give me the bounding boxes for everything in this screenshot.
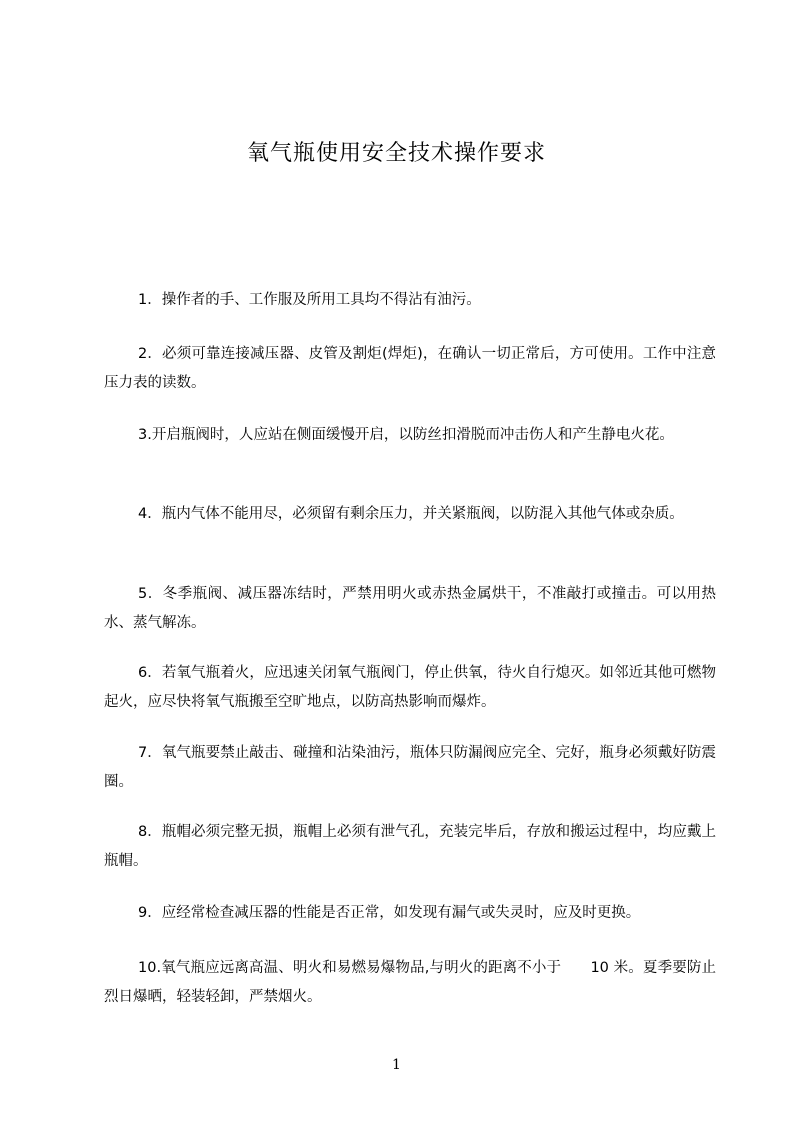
safety-rule-10: 10.氧气瓶应远离高温、明火和易燃易爆物品,与明火的距离不小于 10 米。夏季要防止烈日爆晒，轻装轻卸，严禁烟火。 [104, 960, 716, 1005]
document-title: 氧气瓶使用安全技术操作要求 [246, 141, 546, 166]
safety-rule-7: 7．氧气瓶要禁止敲击、碰撞和沾染油污，瓶体只防漏阀应完全、完好，瓶身必须戴好防震圈。 [104, 745, 716, 790]
safety-rule-5: 5．冬季瓶阀、减压器冻结时，严禁用明火或赤热金属烘干，不准敲打或撞击。可以用热水、蒸气解冻。 [104, 586, 716, 631]
safety-rule-9: 9．应经常检查减压器的性能是否正常，如发现有漏气或失灵时，应及时更换。 [138, 905, 641, 921]
safety-rule-2: 2．必须可靠连接减压器、皮管及割炬(焊炬)，在确认一切正常后，方可使用。工作中注意压力表的读数。 [104, 346, 716, 391]
safety-rule-1: 1．操作者的手、工作服及所用工具均不得沾有油污。 [138, 292, 481, 308]
page-number: 1 [392, 1057, 401, 1073]
safety-rule-4: 4．瓶内气体不能用尽，必须留有剩余压力，并关紧瓶阀，以防混入其他气体或杂质。 [138, 506, 684, 522]
safety-rule-3: 3.开启瓶阀时，人应站在侧面缓慢开启，以防丝扣滑脱而冲击伤人和产生静电火花。 [138, 427, 674, 443]
safety-rule-8: 8．瓶帽必须完整无损，瓶帽上必须有泄气孔，充装完毕后，存放和搬运过程中，均应戴上瓶帽。 [104, 824, 716, 869]
safety-rule-6: 6．若氧气瓶着火，应迅速关闭氧气瓶阀门，停止供氧，待火自行熄灭。如邻近其他可燃物起火，应尽快将氧气瓶搬至空旷地点，以防高热影响而爆炸。 [104, 665, 716, 710]
